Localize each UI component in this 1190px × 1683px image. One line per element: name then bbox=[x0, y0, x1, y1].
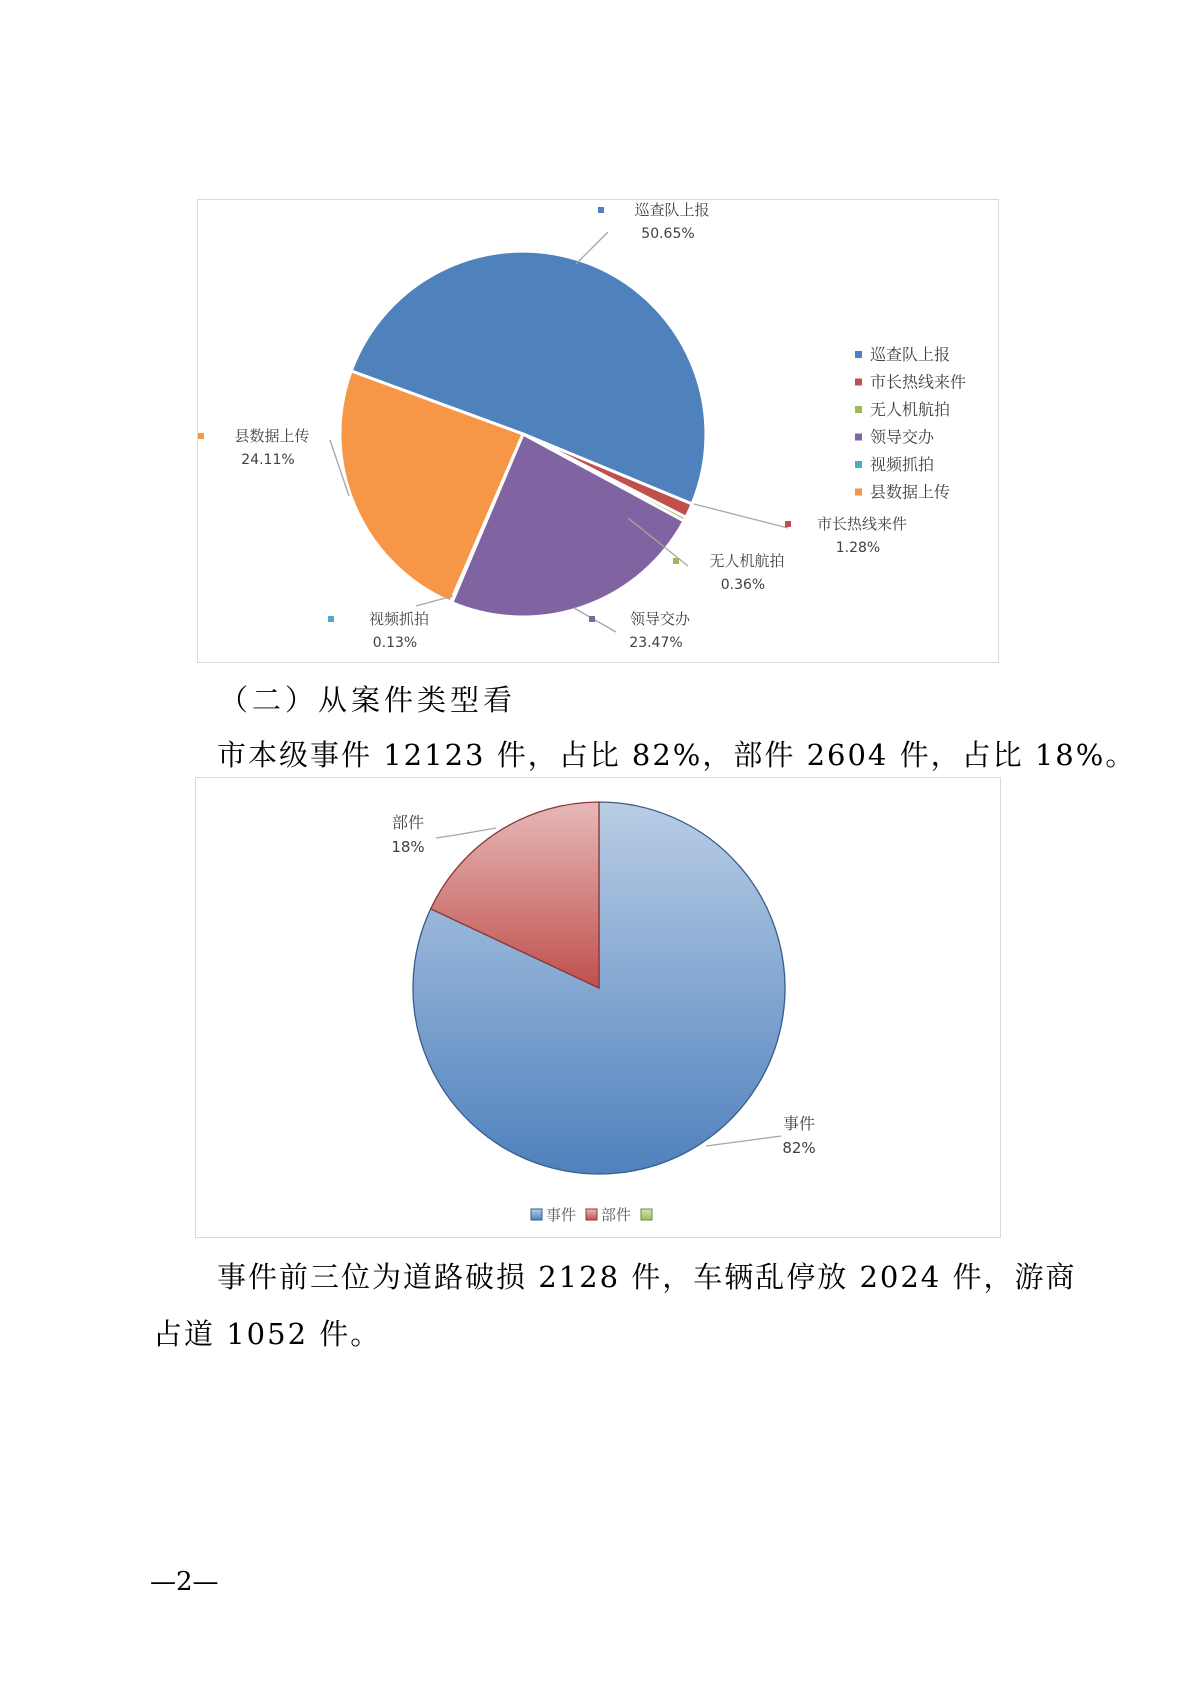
case-type-pie-chart bbox=[195, 777, 1001, 1238]
legend-item: 县数据上传 bbox=[870, 482, 951, 502]
legend-swatch bbox=[855, 461, 862, 468]
data-label-percent: 18% bbox=[391, 838, 425, 856]
data-label-percent: 24.11% bbox=[241, 452, 295, 468]
page-number: —2— bbox=[150, 1567, 219, 1597]
pie-slices bbox=[340, 251, 706, 617]
data-label-category: 视频抓拍 bbox=[368, 610, 430, 628]
legend-swatch bbox=[641, 1209, 652, 1220]
legend-item: 市长热线来件 bbox=[870, 372, 967, 392]
section-heading: （二）从案件类型看 bbox=[219, 683, 517, 717]
legend-item: 领导交办 bbox=[870, 427, 935, 447]
leader-line bbox=[436, 828, 496, 838]
legend-swatch bbox=[855, 406, 862, 413]
data-label-category: 部件 bbox=[391, 813, 425, 832]
events-paragraph-line-2: 占道 1052 件。 bbox=[153, 1317, 382, 1351]
leader-line bbox=[694, 504, 788, 528]
data-label-marker bbox=[673, 558, 679, 564]
data-label-category: 事件 bbox=[782, 1114, 816, 1133]
data-label-percent: 50.65% bbox=[641, 226, 695, 242]
data-label-marker bbox=[598, 207, 604, 213]
legend-item: 部件 bbox=[601, 1206, 632, 1224]
data-label-percent: 0.13% bbox=[372, 635, 418, 651]
leader-line bbox=[706, 1136, 781, 1146]
legend-item: 视频抓拍 bbox=[870, 455, 935, 474]
legend bbox=[531, 1206, 652, 1224]
case-type-pie-svg bbox=[196, 778, 1000, 1237]
summary-paragraph: 市本级事件 12123 件，占比 82%，部件 2604 件，占比 18%。 bbox=[217, 738, 1137, 772]
legend-swatch bbox=[855, 351, 862, 358]
data-label-category: 市长热线来件 bbox=[816, 515, 908, 533]
events-paragraph-line-1: 事件前三位为道路破损 2128 件，车辆乱停放 2024 件，游商 bbox=[217, 1260, 1077, 1294]
pie-slices bbox=[413, 802, 785, 1174]
data-label-category: 巡查队上报 bbox=[634, 201, 710, 219]
data-label-category: 无人机航拍 bbox=[709, 552, 785, 570]
data-label-marker bbox=[785, 521, 791, 527]
legend-item: 巡查队上报 bbox=[870, 345, 951, 364]
case-source-pie-chart bbox=[197, 199, 999, 663]
data-label-percent: 23.47% bbox=[629, 635, 683, 651]
legend-item: 无人机航拍 bbox=[870, 400, 951, 419]
legend-swatch bbox=[586, 1209, 597, 1220]
legend-swatch bbox=[855, 379, 862, 386]
data-label-category: 县数据上传 bbox=[234, 427, 310, 445]
leader-line bbox=[576, 232, 608, 264]
data-label-marker bbox=[589, 616, 595, 622]
data-label-percent: 1.28% bbox=[835, 540, 881, 556]
legend bbox=[855, 345, 966, 502]
legend-swatch bbox=[531, 1209, 542, 1220]
legend-swatch bbox=[855, 434, 862, 441]
data-label-percent: 82% bbox=[782, 1139, 816, 1157]
data-label-category: 领导交办 bbox=[629, 610, 691, 628]
case-source-pie-svg bbox=[198, 200, 998, 662]
data-label-marker bbox=[198, 433, 204, 439]
legend-item: 事件 bbox=[546, 1206, 577, 1224]
data-label-percent: 0.36% bbox=[720, 577, 766, 593]
legend-swatch bbox=[855, 489, 862, 496]
data-label-marker bbox=[328, 616, 334, 622]
